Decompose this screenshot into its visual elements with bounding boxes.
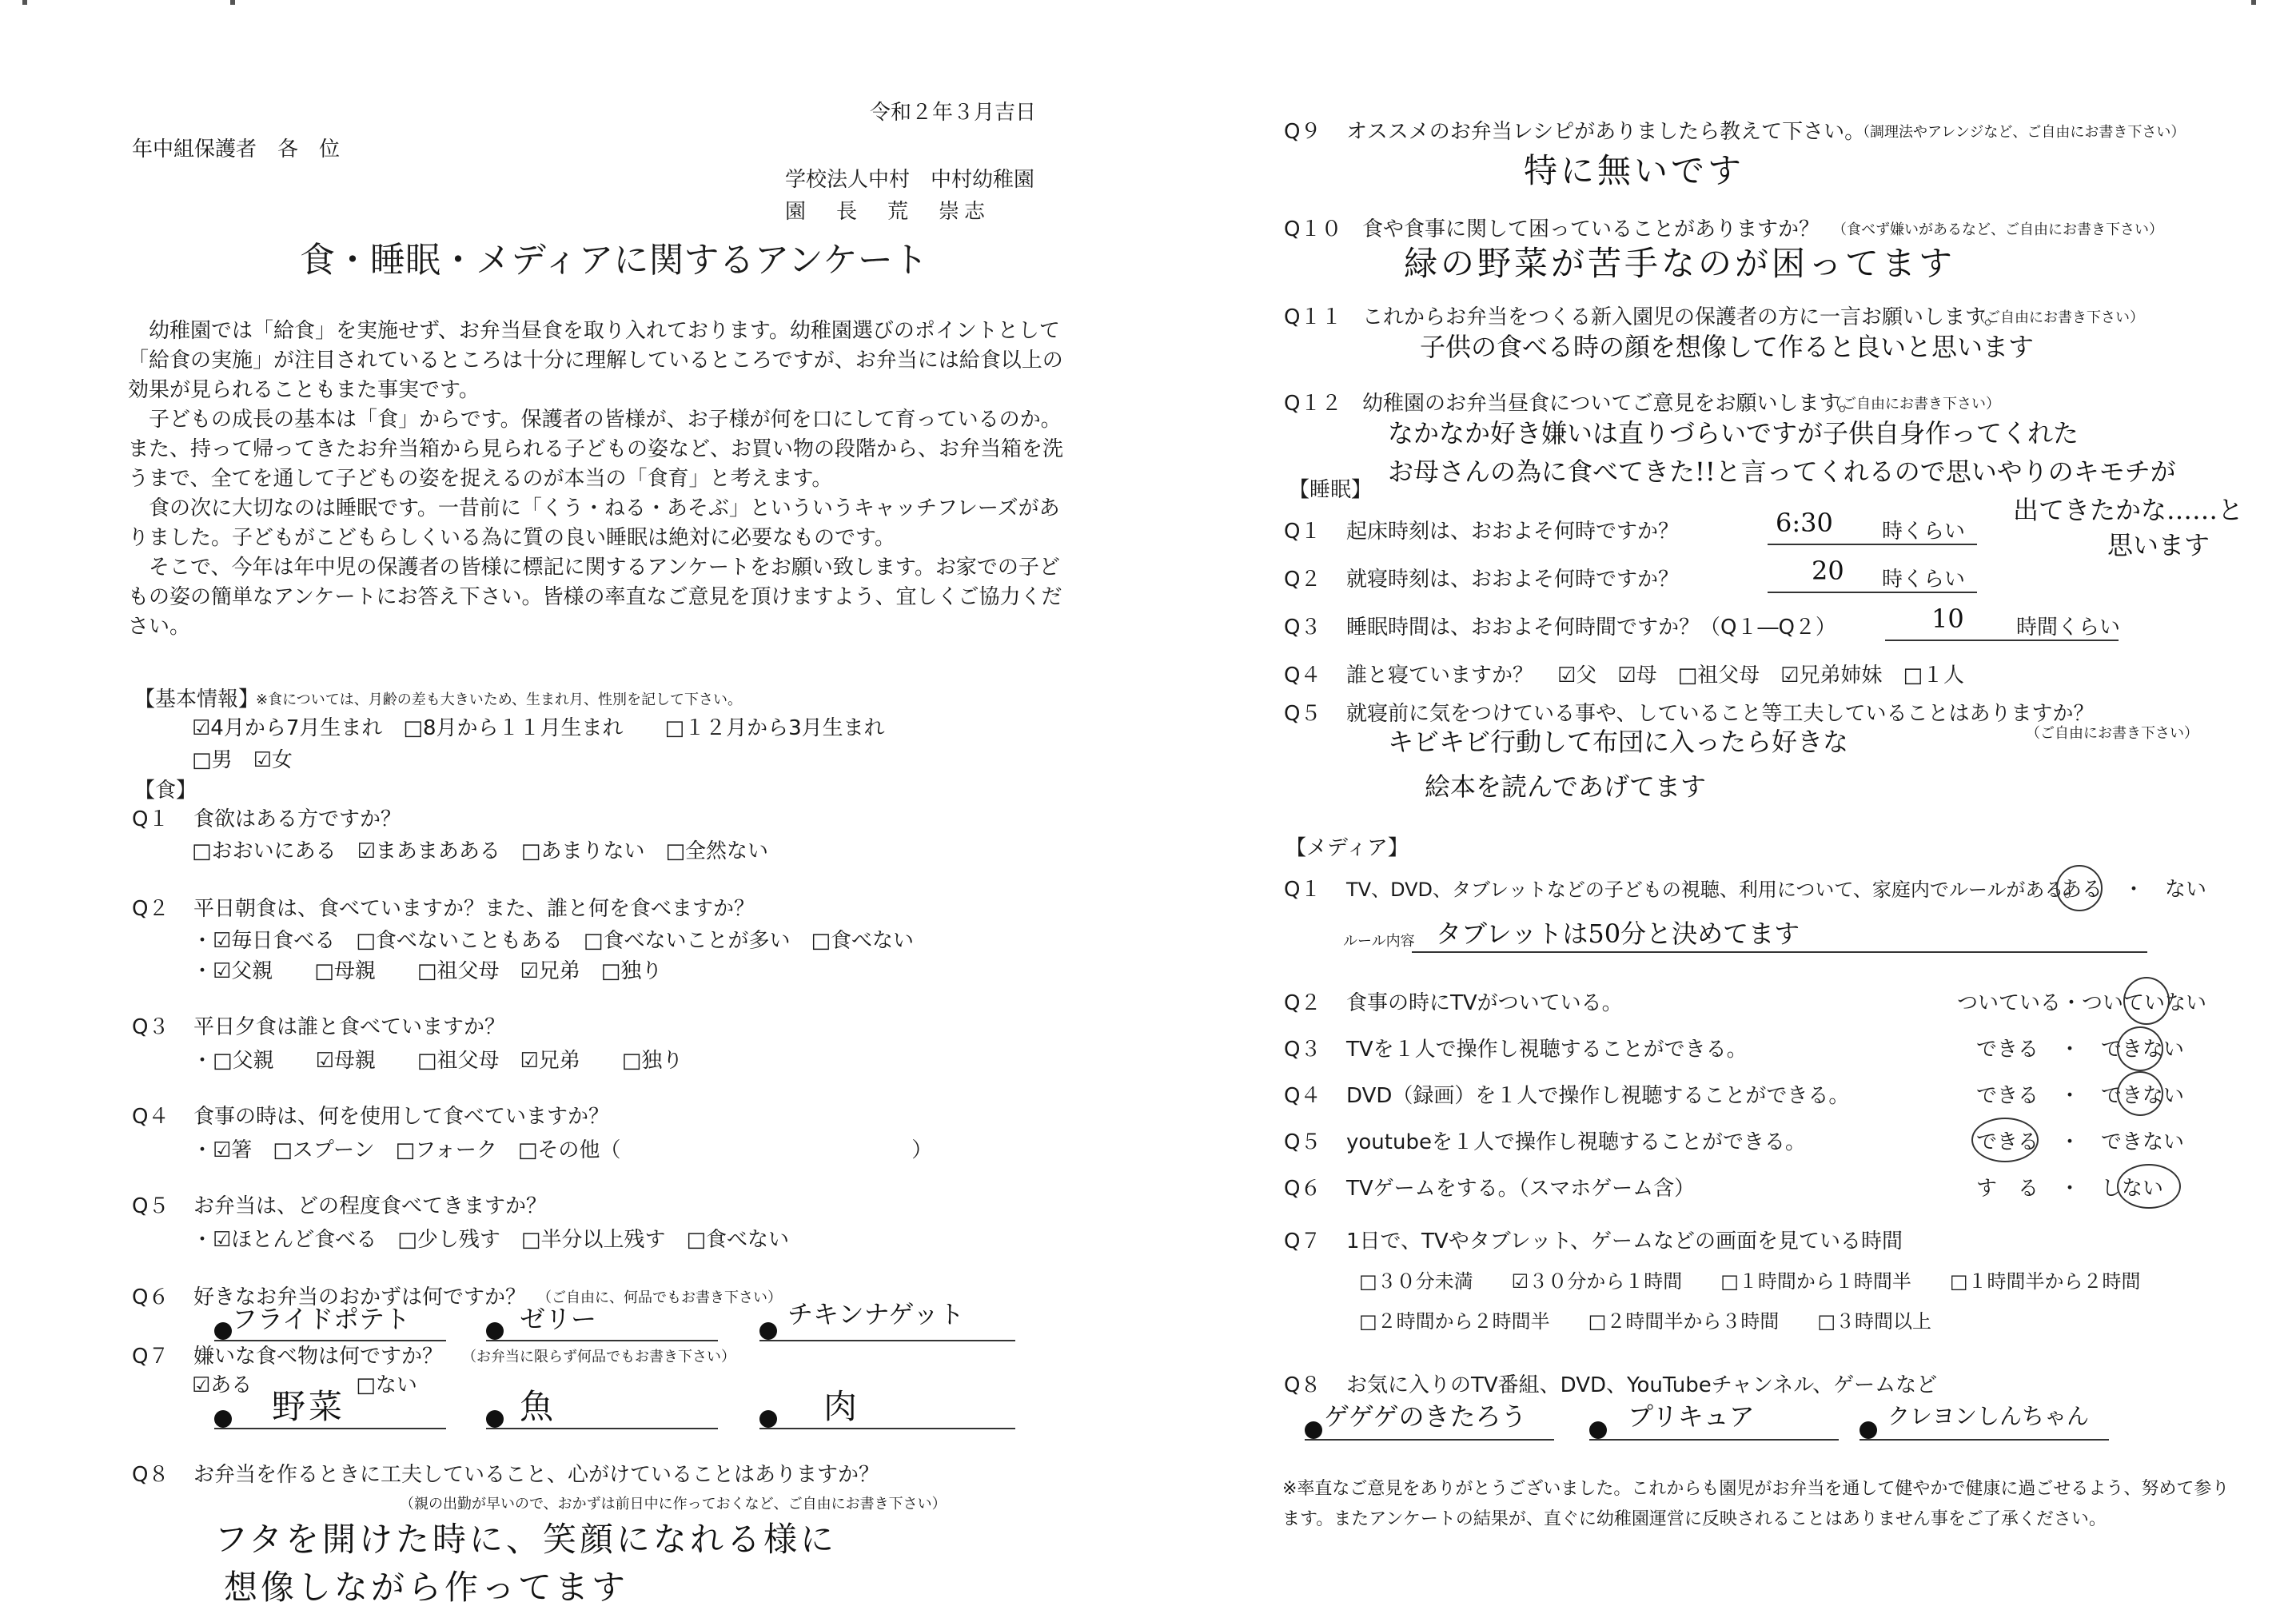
sleep-q5-number: Q５ (1284, 702, 1321, 726)
q12-answer-line-1: なかなか好き嫌いは直りづらいですが子供自身作ってくれた (1388, 418, 2079, 448)
q8-answer-line-2: 想像しながら作ってます (224, 1568, 629, 1607)
q7-answer-1: 野菜 (272, 1387, 346, 1426)
q10-question: 食や食事に関して困っていることがありますか？ (1362, 217, 1820, 241)
q10-answer: 緑の野菜が苦手なのが困ってます (1404, 244, 1956, 283)
food-q2-question: 平日朝食は、食べていますか？また、誰と何を食べますか？ (193, 897, 755, 921)
scan-mark (230, 0, 235, 5)
bullet-dot (1860, 1421, 1877, 1439)
media-q8-question: お気に入りのTV番組、DVD、YouTubeチャンネル、ゲームなど (1346, 1373, 1938, 1397)
q6-answer-2: ゼリー (520, 1304, 597, 1334)
bed-time-suffix: 時くらい (1882, 568, 1966, 592)
food-q3-options: ・□父親 ☑母親 □祖父母 ☑兄弟 □独り (192, 1049, 684, 1073)
q12-answer-line-2: お母さんの為に食べてきた!!と言ってくれるので思いやりのキモチが (1388, 456, 2176, 487)
media-q3-options: できる ・ できない (1976, 1038, 2185, 1062)
sleep-q5-note: （ご自由にお書き下さい） (2026, 725, 2198, 742)
media-q6-number: Q６ (1284, 1177, 1321, 1201)
sleep-q4-question: 誰と寝ていますか？ (1346, 664, 1534, 687)
intro-paragraph-4: そこで、今年は年中児の保護者の皆様に標記に関するアンケートをお願い致します。お家での子どもの姿の簡単なアンケートにお答え下さい。皆様の率直なご意見を頂けますよう、宜しくご協力ください。 (128, 556, 1062, 639)
q12-question: 幼稚園のお弁当昼食についてご意見をお願いします。 (1362, 392, 1860, 416)
school-name: 学校法人中村 中村幼稚園 (785, 168, 1035, 192)
food-q7-question: 嫌いな食べ物は何ですか？ (193, 1345, 444, 1369)
food-q2-options-with-whom: ・☑父親 □母親 □祖父母 ☑兄弟 □独り (192, 959, 663, 983)
answer-underline (214, 1428, 446, 1429)
q6-answer-1: フライドポテト (232, 1304, 411, 1334)
sleep-q5-question: 就寝前に気をつけている事や、していること等工夫していることはありますか？ (1346, 702, 2095, 726)
document-date: 令和２年３月吉日 (870, 101, 1037, 125)
food-q2-options-frequency: ・☑毎日食べる □食べないこともある □食べないことが多い □食べない (192, 929, 915, 953)
bullet-dot (486, 1322, 504, 1340)
intro-paragraph-1: 幼稚園では「給食」を実施せず、お弁当昼食を取り入れております。幼稚園選びのポイントとして「給食の実施」が注目されているところは十分に理解しているところですが、お弁当には給食以上の効果が見られることもまた事実です。 (128, 319, 1063, 402)
media-q7-options-row-2: □２時間から２時間半 □２時間半から３時間 □３時間以上 (1359, 1310, 1932, 1333)
media-q4-question: DVD（録画）を１人で操作し視聴することができる。 (1346, 1084, 1850, 1108)
scan-mark (22, 0, 27, 5)
food-header: 【食】 (134, 779, 197, 803)
bullet-dot (759, 1410, 777, 1428)
answer-underline (1885, 640, 2119, 641)
sleep-q1-question: 起床時刻は、おおよそ何時ですか？ (1346, 520, 1680, 544)
sleep-q2-number: Q２ (1284, 568, 1321, 592)
food-q1-options: □おおいにある ☑まあまあある □あまりない □全然ない (192, 839, 769, 863)
media-q6-options: す る ・ しない (1976, 1177, 2164, 1201)
rule-answer: タブレットは50分と決めてます (1436, 919, 1800, 949)
q7-answer-2: 魚 (520, 1387, 557, 1426)
right-page (1148, 0, 2296, 1618)
answer-circle (2123, 977, 2170, 1025)
answer-underline (1589, 1439, 1839, 1441)
sleep-q5-answer-line-2: 絵本を読んであげてます (1425, 771, 1707, 802)
media-q1-question: TV、DVD、タブレットなどの子どもの視聴、利用について、家庭内でルールがある。 (1346, 879, 2083, 901)
media-q1-number: Q１ (1284, 878, 1321, 902)
answer-underline (1412, 951, 2147, 953)
q8-answer-line-1: フタを開けた時に、笑顔になれる様に (214, 1520, 838, 1559)
food-q5-number: Q５ (132, 1194, 169, 1218)
sleep-header: 【睡眠】 (1289, 478, 1373, 502)
recipient-line: 年中組保護者 各 位 (132, 137, 341, 161)
answer-circle (1971, 1118, 2039, 1162)
media-q2-question: 食事の時にTVがついている。 (1346, 991, 1623, 1015)
intro-paragraph-3: 食の次に大切なのは睡眠です。一昔前に「くう・ねる・あそぶ」といういうキャッチフレーズがありました。子どもがこどもらしくいる為に質の良い睡眠は絶対に必要なものです。 (128, 496, 1060, 550)
q11-question: これからお弁当をつくる新入園児の保護者の方に一言お願いします。 (1362, 305, 2005, 329)
q9-question: オススメのお弁当レシピがありましたら教えて下さい。 (1346, 120, 1866, 144)
sleep-q3-question: 睡眠時間は、おおよそ何時間ですか？（Q１―Q２） (1346, 616, 1836, 640)
answer-underline (1768, 592, 1977, 593)
media-q4-options: できる ・ できない (1976, 1084, 2185, 1108)
sleep-q2-question: 就寝時刻は、おおよそ何時ですか？ (1346, 568, 1680, 592)
media-header: 【メディア】 (1286, 836, 1409, 860)
food-q4-options: ・☑箸 □スプーン □フォーク □その他（ ） (192, 1138, 933, 1162)
answer-underline (1305, 1439, 1554, 1441)
food-q1-number: Q１ (132, 807, 169, 831)
media-q7-number: Q７ (1284, 1229, 1321, 1253)
q11-number: Q１１ (1284, 305, 1342, 329)
answer-circle (2117, 1026, 2163, 1071)
bullet-dot (214, 1410, 232, 1428)
q10-number: Q１０ (1284, 217, 1342, 241)
sleep-q4-number: Q４ (1284, 664, 1321, 687)
q11-answer: 子供の食べる時の顔を想像して作ると良いと思います (1420, 332, 2035, 362)
q12-answer-line-3: 出てきたかな……と (2013, 495, 2244, 525)
media-q5-number: Q５ (1284, 1130, 1321, 1154)
food-q6-question: 好きなお弁当のおかずは何ですか？ (193, 1285, 527, 1309)
media-q8-number: Q８ (1284, 1373, 1321, 1397)
q7-answer-3: 肉 (823, 1387, 861, 1426)
footer-line-1: ※率直なご意見をありがとうございました。これからも園児がお弁当を通して健やかで健康に過ごせるよう、努めて参り (1282, 1479, 2230, 1499)
q10-note: （食べず嫌いがあるなど、ご自由にお書き下さい） (1832, 221, 2163, 238)
food-q8-note: （親の出勤が早いので、おかずは前日中に作っておくなど、ご自由にお書き下さい） (400, 1496, 947, 1512)
food-q1-question: 食欲はある方ですか？ (193, 807, 402, 831)
food-q8-question: お弁当を作るときに工夫していること、心がけていることはありますか？ (193, 1463, 880, 1487)
sleep-hours-answer: 10 (1931, 604, 1964, 634)
scan-mark (2251, 0, 2256, 5)
bullet-dot (1589, 1421, 1607, 1439)
q9-note: （調理法やアレンジなど、ご自由にお書き下さい） (1856, 124, 2186, 141)
birth-month-options: ☑4月から7月生まれ □8月から１１月生まれ □１２月から3月生まれ (192, 716, 885, 740)
sleep-q1-number: Q１ (1284, 520, 1321, 544)
answer-underline (214, 1340, 446, 1341)
media-q5-question: youtubeを１人で操作し視聴することができる。 (1346, 1130, 1806, 1154)
media-q3-question: TVを１人で操作し視聴することができる。 (1346, 1038, 1748, 1062)
q9-number: Q９ (1284, 120, 1321, 144)
media-q5-options: できる ・ できない (1976, 1130, 2185, 1154)
bullet-dot (1305, 1421, 1322, 1439)
bullet-dot (759, 1322, 777, 1340)
rule-label: ルール内容 (1343, 933, 1415, 950)
principal-name: 園 長 荒 崇志 (785, 200, 991, 224)
basic-info-note: ※食については、月齢の差も大きいため、生まれ月、性別を記して下さい。 (256, 691, 742, 708)
food-q4-question: 食事の時は、何を使用して食べていますか？ (193, 1105, 610, 1129)
survey-title: 食・睡眠・メディアに関するアンケート (300, 240, 928, 281)
q12-answer-line-4: 思います (2107, 530, 2210, 560)
food-q3-number: Q３ (132, 1015, 169, 1039)
food-q5-options: ・☑ほとんど食べる □少し残す □半分以上残す □食べない (192, 1228, 790, 1252)
media-q6-question: TVゲームをする。（スマホゲーム含） (1346, 1177, 1696, 1201)
sleep-hours-suffix: 時間くらい (2016, 616, 2121, 640)
sleep-q3-number: Q３ (1284, 616, 1321, 640)
answer-underline (486, 1340, 718, 1341)
q9-answer: 特に無いです (1524, 151, 1745, 190)
media-q1-options: ある ・ ない (2061, 878, 2207, 902)
basic-info-header: 【基本情報】 (134, 687, 260, 711)
sex-options: □男 ☑女 (192, 748, 293, 772)
sleep-q4-options: ☑父 ☑母 □祖父母 ☑兄弟姉妹 □１人 (1557, 664, 1965, 687)
q12-note: （ご自由にお書き下さい） (1828, 396, 2000, 412)
footer-line-2: ます。またアンケートの結果が、直ぐに幼稚園運営に反映されることはありません事をご了承ください。 (1282, 1509, 2107, 1529)
answer-underline (486, 1428, 718, 1429)
media-q7-question: 1日で、TVやタブレット、ゲームなどの画面を見ている時間 (1346, 1229, 1903, 1253)
media-q4-number: Q４ (1284, 1084, 1321, 1108)
answer-circle (2117, 1164, 2181, 1209)
bed-time-answer: 20 (1812, 556, 1844, 586)
media-q2-number: Q２ (1284, 991, 1321, 1015)
bullet-dot (214, 1322, 232, 1340)
answer-underline (1768, 544, 1977, 545)
q11-note: （ご自由にお書き下さい） (1971, 309, 2144, 326)
food-q8-number: Q８ (132, 1463, 169, 1487)
answer-circle (2117, 1071, 2163, 1116)
food-q7-number: Q７ (132, 1345, 169, 1369)
food-q7-options: ☑ある □ない (192, 1373, 417, 1397)
media-q7-options-row-1: □３０分未満 ☑３０分から１時間 □１時間から１時間半 □１時間半から２時間 (1359, 1270, 2141, 1293)
answer-circle (2056, 865, 2103, 911)
q12-number: Q１２ (1284, 392, 1342, 416)
intro-paragraph-2: 子どもの成長の基本は「食」からです。保護者の皆様が、お子様が何を口にして育っているのか。また、持って帰ってきたお弁当箱から見られる子どもの姿など、お買い物の段階から、お弁当箱を洗うまで、全てを通して子どもの姿を捉えるのが本当の「食育」と考えます。 (128, 408, 1064, 491)
answer-underline (759, 1340, 1015, 1341)
sleep-q5-answer-line-1: キビキビ行動して布団に入ったら好きな (1388, 727, 1849, 757)
food-q3-question: 平日夕食は誰と食べていますか？ (193, 1015, 506, 1039)
food-q7-note: （お弁当に限らず何品でもお書き下さい） (462, 1349, 735, 1365)
wake-time-suffix: 時くらい (1882, 520, 1966, 544)
media-q3-number: Q３ (1284, 1038, 1321, 1062)
media-q2-options: ついている・ついていない (1957, 991, 2207, 1015)
food-q2-number: Q２ (132, 897, 169, 921)
food-q6-number: Q６ (132, 1285, 169, 1309)
favorite-3: クレヨンしんちゃん (1887, 1403, 2090, 1429)
q6-answer-3: チキンナゲット (787, 1299, 965, 1329)
wake-time-answer: 6:30 (1776, 508, 1833, 538)
answer-underline (759, 1428, 1015, 1429)
bullet-dot (486, 1410, 504, 1428)
food-q6-note: （ご自由に、何品でもお書き下さい） (537, 1289, 782, 1306)
answer-underline (1860, 1439, 2109, 1441)
food-q4-number: Q４ (132, 1105, 169, 1129)
favorite-1: ゲゲゲのきたろう (1324, 1401, 1527, 1432)
food-q5-question: お弁当は、どの程度食べてきますか？ (193, 1194, 548, 1218)
favorite-2: プリキュア (1628, 1401, 1755, 1432)
